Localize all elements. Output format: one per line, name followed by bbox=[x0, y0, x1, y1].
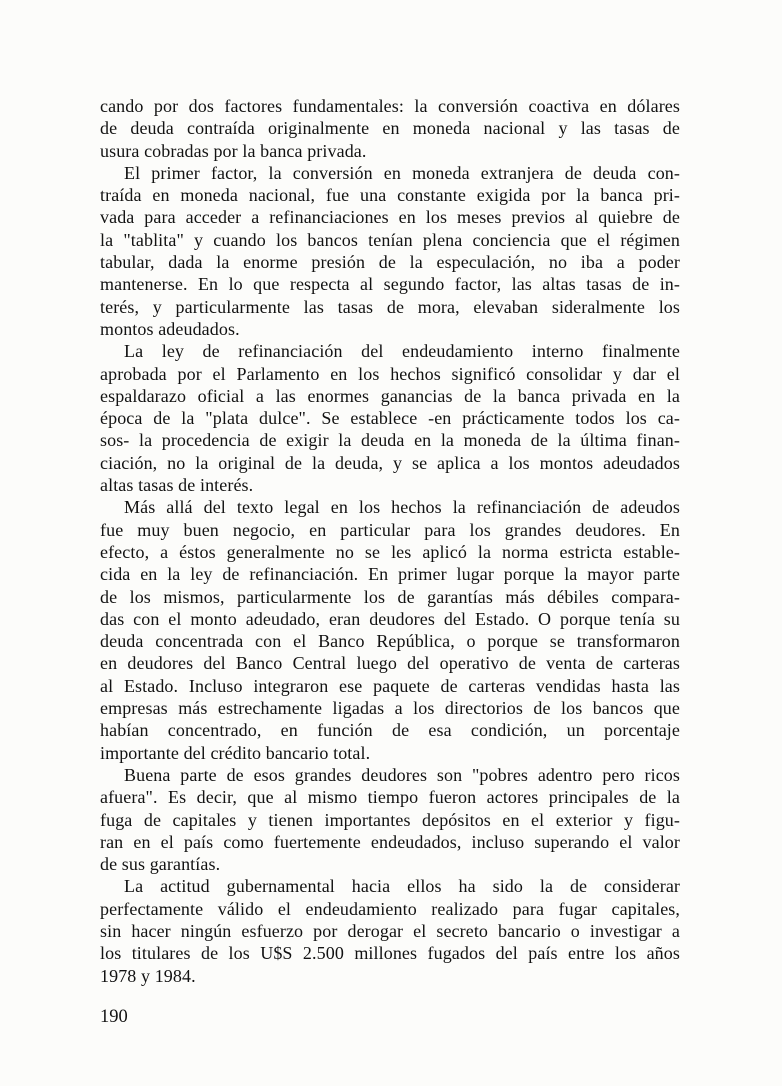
text-line: usura cobradas por la banca privada. bbox=[100, 140, 367, 161]
text-line: fue muy buen negocio, en particular para los grandes deudores. En bbox=[100, 519, 680, 540]
page-number: 190 bbox=[100, 1007, 128, 1027]
text-line: perfectamente válido el endeudamiento realizado para fugar capitales, bbox=[100, 898, 680, 919]
paragraph bbox=[100, 496, 680, 764]
text-line: deuda concentrada con el Banco República, o porque se transformaron bbox=[100, 631, 680, 652]
text-line: 1978 y 1984. bbox=[100, 965, 196, 986]
text-line: de los mismos, particularmente los de garantías más débiles compara- bbox=[100, 586, 680, 607]
text-line: Más allá del texto legal en los hechos la refinanciación de adeudos bbox=[124, 497, 680, 518]
text-line: sos- la procedencia de exigir la deuda en la moneda de la última finan- bbox=[100, 430, 680, 451]
text-line: Buena parte de esos grandes deudores son "pobres adentro pero ricos bbox=[124, 764, 680, 785]
text-line: en deudores del Banco Central luego del operativo de venta de carteras bbox=[100, 653, 680, 674]
text-line: ran en el país como fuertemente endeudados, incluso superando el valor bbox=[100, 831, 680, 852]
text-line: espaldarazo oficial a las enormes ganancias de la banca privada en la bbox=[100, 385, 680, 406]
text-line: fuga de capitales y tienen importantes depósitos en el exterior y figu- bbox=[100, 809, 680, 830]
text-line: al Estado. Incluso integraron ese paquete de carteras vendidas hasta las bbox=[100, 675, 680, 696]
text-line: afuera". Es decir, que al mismo tiempo fueron actores principales de la bbox=[100, 787, 680, 808]
text-line: montos adeudados. bbox=[100, 318, 240, 339]
text-line: efecto, a éstos generalmente no se les aplicó la norma estricta estable- bbox=[100, 541, 680, 562]
text-line: habían concentrado, en función de esa condición, un porcentaje bbox=[100, 720, 680, 741]
paragraph bbox=[100, 875, 680, 986]
text-line: los titulares de los U$S 2.500 millones fugados del país entre los años bbox=[100, 943, 680, 964]
paragraph bbox=[100, 95, 680, 162]
text-line: empresas más estrechamente ligadas a los directorios de los bancos que bbox=[100, 698, 680, 719]
text-line: importante del crédito bancario total. bbox=[100, 742, 371, 763]
text-line: traída en moneda nacional, fue una constante exigida por la banca pri- bbox=[100, 185, 680, 206]
text-line: cida en la ley de refinanciación. En primer lugar porque la mayor parte bbox=[100, 564, 680, 585]
text-line: La ley de refinanciación del endeudamiento interno finalmente bbox=[124, 341, 680, 362]
text-line: tabular, dada la enorme presión de la especulación, no iba a poder bbox=[100, 252, 680, 273]
text-line: altas tasas de interés. bbox=[100, 475, 254, 496]
text-line: La actitud gubernamental hacia ellos ha sido la de considerar bbox=[124, 876, 680, 897]
paragraph bbox=[100, 340, 680, 496]
text-line: aprobada por el Parlamento en los hechos significó consolidar y dar el bbox=[100, 363, 680, 384]
text-line: época de la "plata dulce". Se establece -en prácticamente todos los ca- bbox=[100, 408, 680, 429]
text-line: de sus garantías. bbox=[100, 854, 221, 875]
text-line: terés, y particularmente las tasas de mora, elevaban sideralmente los bbox=[100, 296, 680, 317]
text-line: ciación, no la original de la deuda, y se aplica a los montos adeudados bbox=[100, 452, 680, 473]
text-line: vada para acceder a refinanciaciones en los meses previos al quiebre de bbox=[100, 207, 680, 228]
text-line: El primer factor, la conversión en moneda extranjera de deuda con- bbox=[124, 162, 680, 183]
text-line: de deuda contraída originalmente en moneda nacional y las tasas de bbox=[100, 118, 680, 139]
text-line: mantenerse. En lo que respecta al segundo factor, las altas tasas de in- bbox=[100, 274, 680, 295]
paragraph bbox=[100, 162, 680, 340]
text-line: sin hacer ningún esfuerzo por derogar el secreto bancario o investigar a bbox=[100, 920, 680, 941]
text-line: cando por dos factores fundamentales: la conversión coactiva en dólares bbox=[100, 96, 680, 116]
paragraph bbox=[100, 764, 680, 875]
text-block bbox=[100, 95, 680, 987]
text-line: la "tablita" y cuando los bancos tenían plena conciencia que el régimen bbox=[100, 229, 680, 250]
text-line: das con el monto adeudado, eran deudores del Estado. O porque tenía su bbox=[100, 608, 680, 629]
